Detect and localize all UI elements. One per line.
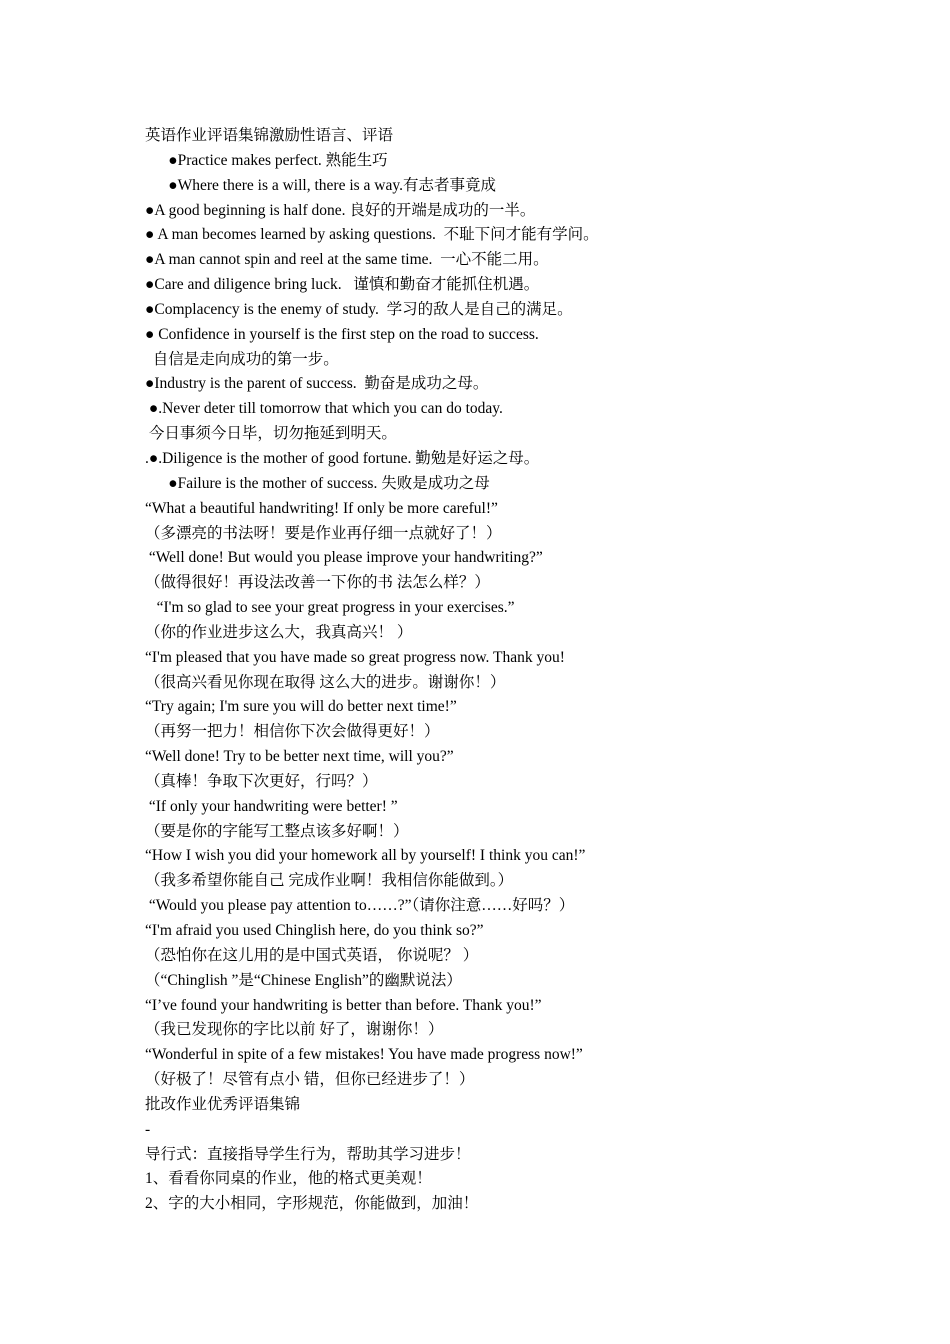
text-line: 自信是走向成功的第一步。: [145, 350, 339, 368]
text-line: （要是你的字能写工整点该多好啊！）: [145, 822, 409, 840]
text-line: （很高兴看见你现在取得 这么大的进步。谢谢你！）: [145, 673, 506, 691]
text-line: （再努一把力！相信你下次会做得更好！）: [145, 723, 440, 741]
text-line: （我已发现你的字比以前 好了，谢谢你！）: [145, 1021, 444, 1039]
text-line: 导行式：直接指导学生行为，帮助其学习进步！: [145, 1145, 471, 1163]
text-line: 英语作业评语集锦激励性语言、评语: [145, 127, 394, 144]
text-line: （好极了！尽管有点小 错，但你已经进步了！）: [145, 1071, 475, 1089]
text-line: （做得很好！再设法改善一下你的书 法怎么样？）: [145, 574, 490, 592]
text-line: （多漂亮的书法呀！要是作业再仔细一点就好了！）: [145, 524, 502, 542]
text-line: （恐怕你在这儿用的是中国式英语， 你说呢？ ）: [145, 946, 479, 964]
text-line: ●A good beginning is half done. 良好的开端是成功的一半。: [145, 201, 536, 219]
text-line: （你的作业进步这么大，我真高兴！ ）: [145, 623, 413, 641]
text-line: ● Confidence in yourself is the first step on the road to success.: [145, 325, 539, 343]
text-line: “Wonderful in spite of a few mistakes! You have made progress now!”: [145, 1046, 583, 1064]
text-line: “Try again; I'm sure you will do better next time!”: [145, 698, 457, 716]
text-line: 1、看看你同桌的作业，他的格式更美观！: [145, 1170, 432, 1188]
text-line: “I’ve found your handwriting is better than before. Thank you!”: [145, 996, 542, 1014]
text-line: “Well done! But would you please improve your handwriting?”: [145, 549, 543, 567]
text-line: “Well done! Try to be better next time, will you?”: [145, 748, 454, 766]
document-body: [145, 124, 845, 1217]
text-line: （真棒！争取下次更好，行吗？）: [145, 772, 378, 790]
text-line: “I'm pleased that you have made so great progress now. Thank you!: [145, 648, 565, 666]
text-line: ●A man cannot spin and reel at the same time. 一心不能二用。: [145, 251, 549, 269]
text-line: “I'm afraid you used Chinglish here, do you think so?”: [145, 922, 484, 939]
text-line: ●Industry is the parent of success. 勤奋是成功之母。: [145, 375, 489, 393]
text-line: ●.Never deter till tomorrow that which you can do today.: [145, 400, 503, 418]
text-line: （我多希望你能自己 完成作业啊！我相信你能做到。）: [145, 872, 514, 890]
text-line: 2、字的大小相同，字形规范，你能做到，加油！: [145, 1195, 479, 1213]
text-line: 今日事须今日毕，切勿拖延到明天。: [145, 425, 397, 443]
text-line: -: [145, 1120, 151, 1138]
text-line: “How I wish you did your homework all by yourself! I think you can!”: [145, 847, 586, 865]
text-line: ●Complacency is the enemy of study. 学习的敌人是自己的满足。: [145, 300, 573, 318]
text-line: “What a beautiful handwriting! If only be more careful!”: [145, 499, 498, 517]
text-line: ●Failure is the mother of success. 失败是成功之母: [145, 474, 490, 492]
text-line: ●Care and diligence bring luck. 谨慎和勤奋才能抓住机遇。: [145, 276, 540, 294]
text-line: “I'm so glad to see your great progress in your exercises.”: [145, 599, 515, 617]
text-line: .●.Diligence is the mother of good fortune. 勤勉是好运之母。: [145, 449, 540, 467]
text-line: ●Where there is a will, there is a way.有志者事竟成: [145, 176, 496, 194]
text-line: “Would you please pay attention to……?”（请你注意……好吗？）: [145, 897, 575, 915]
text-line: ● A man becomes learned by asking questions. 不耻下问才能有学问。: [145, 226, 599, 244]
text-line: 批改作业优秀评语集锦: [145, 1095, 301, 1113]
text-line: ●Practice makes perfect. 熟能生巧: [145, 151, 388, 169]
text-line: “If only your handwriting were better! ”: [145, 797, 398, 815]
text-line: （“Chinglish ”是“Chinese English”的幽默说法）: [145, 971, 462, 989]
